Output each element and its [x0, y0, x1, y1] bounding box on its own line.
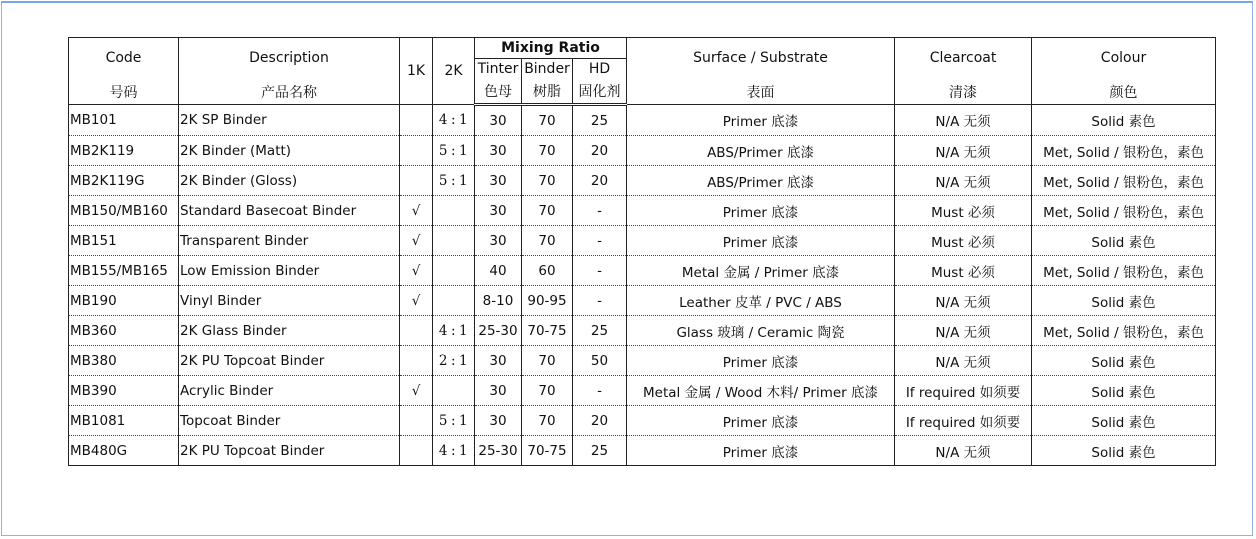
- ratio-right: 1: [459, 352, 469, 369]
- cell-tinter: 30: [475, 196, 522, 226]
- header-tinter-zh: 色母: [475, 79, 522, 105]
- cell-code: MB2K119: [69, 136, 179, 166]
- ratio-left: 4: [438, 112, 448, 128]
- cell-colour: Solid 素色: [1032, 286, 1216, 316]
- header-colour: Colour 颜色: [1032, 38, 1216, 105]
- table-row: [69, 436, 1216, 466]
- cell-description: 2K SP Binder: [179, 105, 400, 136]
- cell-binder: 70: [522, 105, 573, 136]
- ratio-colon: :: [450, 172, 457, 189]
- cell-tinter: 25-30: [475, 316, 522, 346]
- table-row: [69, 105, 1216, 136]
- table-row: [69, 196, 1216, 226]
- cell-hd: -: [573, 376, 627, 406]
- cell-colour: Met, Solid / 银粉色，素色: [1032, 196, 1216, 226]
- table-row: [69, 406, 1216, 436]
- cell-tinter: 30: [475, 406, 522, 436]
- cell-2k-ratio: [433, 376, 475, 406]
- cell-colour: Met, Solid / 银粉色，素色: [1032, 136, 1216, 166]
- cell-hd: 50: [573, 346, 627, 376]
- header-surface: Surface / Substrate 表面: [627, 38, 895, 105]
- cell-colour: Solid 素色: [1032, 436, 1216, 466]
- cell-clearcoat: N/A 无须: [895, 136, 1032, 166]
- cell-clearcoat: N/A 无须: [895, 346, 1032, 376]
- ratio-colon: :: [450, 352, 457, 369]
- cell-code: MB101: [69, 105, 179, 136]
- cell-binder: 70-75: [522, 436, 573, 466]
- ratio-colon: :: [450, 112, 457, 128]
- table-row: [69, 136, 1216, 166]
- header-code: Code 号码: [69, 38, 179, 105]
- header-clearcoat: Clearcoat 清漆: [895, 38, 1032, 105]
- ratio-right: 1: [459, 322, 469, 339]
- ratio-left: 5: [438, 142, 448, 159]
- cell-colour: Solid 素色: [1032, 346, 1216, 376]
- cell-surface: ABS/Primer 底漆: [627, 166, 895, 196]
- cell-binder: 70: [522, 226, 573, 256]
- cell-code: MB190: [69, 286, 179, 316]
- cell-colour: Solid 素色: [1032, 105, 1216, 136]
- table-row: [69, 256, 1216, 286]
- cell-1k: √: [400, 196, 433, 226]
- cell-description: 2K Binder (Matt): [179, 136, 400, 166]
- cell-1k: √: [400, 226, 433, 256]
- cell-surface: Primer 底漆: [627, 436, 895, 466]
- cell-1k: [400, 346, 433, 376]
- cell-code: MB380: [69, 346, 179, 376]
- table-row: [69, 316, 1216, 346]
- cell-colour: Met, Solid / 银粉色，素色: [1032, 256, 1216, 286]
- cell-binder: 70: [522, 376, 573, 406]
- cell-hd: 20: [573, 136, 627, 166]
- cell-2k-ratio: [433, 286, 475, 316]
- cell-tinter: 30: [475, 136, 522, 166]
- ratio-colon: :: [450, 322, 457, 339]
- ratio-left: 5: [438, 172, 448, 189]
- cell-hd: 20: [573, 406, 627, 436]
- ratio-colon: :: [450, 412, 457, 429]
- cell-code: MB155/MB165: [69, 256, 179, 286]
- cell-description: Acrylic Binder: [179, 376, 400, 406]
- header-1k: 1K: [400, 38, 433, 105]
- cell-tinter: 30: [475, 226, 522, 256]
- cell-1k: [400, 316, 433, 346]
- cell-code: MB1081: [69, 406, 179, 436]
- cell-clearcoat: N/A 无须: [895, 286, 1032, 316]
- cell-hd: -: [573, 196, 627, 226]
- cell-1k: √: [400, 376, 433, 406]
- cell-2k-ratio: [433, 406, 475, 436]
- cell-surface: Metal 金属 / Primer 底漆: [627, 256, 895, 286]
- cell-code: MB390: [69, 376, 179, 406]
- header-hd: HD: [573, 59, 627, 80]
- ratio-right: 1: [459, 442, 469, 459]
- header-binder: Binder: [522, 59, 573, 80]
- cell-hd: 25: [573, 316, 627, 346]
- cell-tinter: 30: [475, 376, 522, 406]
- cell-clearcoat: N/A 无须: [895, 105, 1032, 136]
- table-body: [69, 105, 1216, 466]
- cell-hd: 25: [573, 105, 627, 136]
- cell-description: 2K Binder (Gloss): [179, 166, 400, 196]
- cell-hd: -: [573, 256, 627, 286]
- cell-surface: ABS/Primer 底漆: [627, 136, 895, 166]
- cell-tinter: 40: [475, 256, 522, 286]
- cell-2k-ratio: [433, 226, 475, 256]
- cell-description: Topcoat Binder: [179, 406, 400, 436]
- ratio-left: 4: [438, 442, 448, 459]
- table-row: [69, 226, 1216, 256]
- cell-surface: Primer 底漆: [627, 105, 895, 136]
- cell-code: MB2K119G: [69, 166, 179, 196]
- binder-spec-table: [68, 37, 1216, 466]
- cell-clearcoat: If required 如须要: [895, 406, 1032, 436]
- header-description: Description 产品名称: [179, 38, 400, 105]
- table-row: [69, 346, 1216, 376]
- cell-description: 2K Glass Binder: [179, 316, 400, 346]
- cell-tinter: 25-30: [475, 436, 522, 466]
- cell-binder: 70: [522, 166, 573, 196]
- cell-binder: 70: [522, 196, 573, 226]
- cell-clearcoat: If required 如须要: [895, 376, 1032, 406]
- cell-clearcoat: Must 必须: [895, 196, 1032, 226]
- cell-clearcoat: Must 必须: [895, 256, 1032, 286]
- cell-1k: √: [400, 256, 433, 286]
- cell-binder: 70-75: [522, 316, 573, 346]
- cell-tinter: 8-10: [475, 286, 522, 316]
- cell-1k: √: [400, 286, 433, 316]
- cell-code: MB480G: [69, 436, 179, 466]
- cell-hd: 25: [573, 436, 627, 466]
- header-tinter: Tinter: [475, 59, 522, 80]
- table-row: [69, 376, 1216, 406]
- cell-colour: Solid 素色: [1032, 226, 1216, 256]
- header-mixing-ratio: Mixing Ratio: [475, 38, 627, 59]
- header-hd-zh: 固化剂: [573, 79, 627, 105]
- cell-code: MB360: [69, 316, 179, 346]
- cell-1k: [400, 105, 433, 136]
- cell-tinter: 30: [475, 346, 522, 376]
- cell-2k-ratio: [433, 346, 475, 376]
- ratio-left: 2: [438, 352, 448, 369]
- cell-hd: 20: [573, 166, 627, 196]
- cell-2k-ratio: [433, 316, 475, 346]
- cell-1k: [400, 406, 433, 436]
- cell-description: Vinyl Binder: [179, 286, 400, 316]
- cell-description: Transparent Binder: [179, 226, 400, 256]
- cell-code: MB151: [69, 226, 179, 256]
- cell-tinter: 30: [475, 105, 522, 136]
- cell-clearcoat: Must 必须: [895, 226, 1032, 256]
- cell-tinter: 30: [475, 166, 522, 196]
- cell-hd: -: [573, 226, 627, 256]
- ratio-right: 1: [459, 142, 469, 159]
- ratio-right: 1: [459, 172, 469, 189]
- cell-binder: 70: [522, 136, 573, 166]
- cell-clearcoat: N/A 无须: [895, 316, 1032, 346]
- cell-description: Standard Basecoat Binder: [179, 196, 400, 226]
- cell-colour: Solid 素色: [1032, 376, 1216, 406]
- cell-surface: Glass 玻璃 / Ceramic 陶瓷: [627, 316, 895, 346]
- cell-clearcoat: N/A 无须: [895, 166, 1032, 196]
- cell-clearcoat: N/A 无须: [895, 436, 1032, 466]
- cell-colour: Met, Solid / 银粉色，素色: [1032, 166, 1216, 196]
- cell-2k-ratio: [433, 136, 475, 166]
- ratio-colon: :: [450, 442, 457, 459]
- ratio-right: 1: [459, 412, 469, 429]
- cell-1k: [400, 166, 433, 196]
- table-header: [69, 38, 1216, 105]
- cell-colour: Solid 素色: [1032, 406, 1216, 436]
- cell-2k-ratio: [433, 256, 475, 286]
- cell-binder: 70: [522, 346, 573, 376]
- cell-2k-ratio: [433, 105, 475, 136]
- cell-surface: Primer 底漆: [627, 196, 895, 226]
- cell-1k: [400, 136, 433, 166]
- cell-hd: -: [573, 286, 627, 316]
- cell-1k: [400, 436, 433, 466]
- cell-description: 2K PU Topcoat Binder: [179, 346, 400, 376]
- cell-2k-ratio: [433, 196, 475, 226]
- cell-surface: Primer 底漆: [627, 406, 895, 436]
- cell-surface: Primer 底漆: [627, 346, 895, 376]
- cell-binder: 90-95: [522, 286, 573, 316]
- cell-description: 2K PU Topcoat Binder: [179, 436, 400, 466]
- cell-binder: 70: [522, 406, 573, 436]
- header-binder-zh: 树脂: [522, 79, 573, 105]
- cell-2k-ratio: [433, 166, 475, 196]
- cell-description: Low Emission Binder: [179, 256, 400, 286]
- table-row: [69, 286, 1216, 316]
- cell-surface: Primer 底漆: [627, 226, 895, 256]
- cell-binder: 60: [522, 256, 573, 286]
- cell-colour: Met, Solid / 银粉色，素色: [1032, 316, 1216, 346]
- cell-surface: Leather 皮革 / PVC / ABS: [627, 286, 895, 316]
- ratio-right: 1: [459, 112, 469, 128]
- cell-code: MB150/MB160: [69, 196, 179, 226]
- header-2k: 2K: [433, 38, 475, 105]
- table-row: [69, 166, 1216, 196]
- ratio-left: 5: [438, 412, 448, 429]
- cell-2k-ratio: [433, 436, 475, 466]
- cell-surface: Metal 金属 / Wood 木料/ Primer 底漆: [627, 376, 895, 406]
- ratio-colon: :: [450, 142, 457, 159]
- ratio-left: 4: [438, 322, 448, 339]
